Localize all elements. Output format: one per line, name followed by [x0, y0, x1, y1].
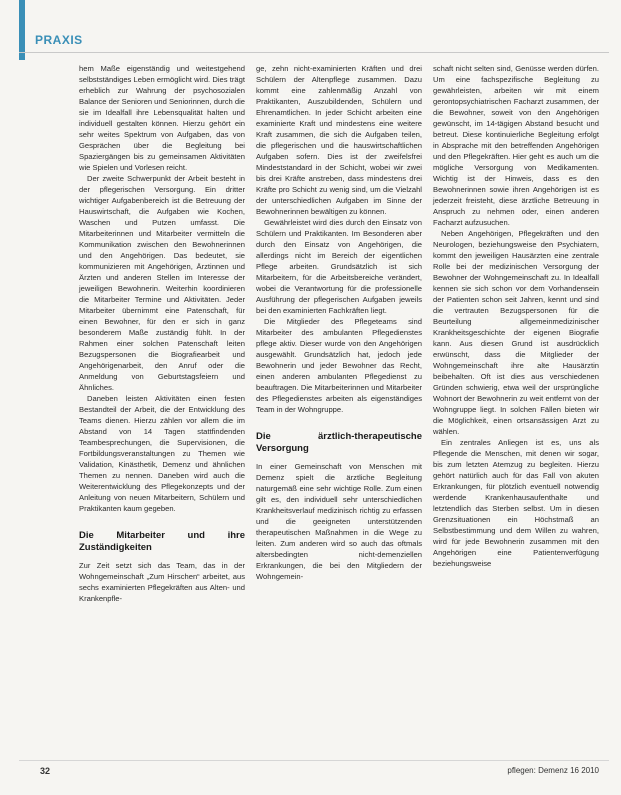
paragraph: Neben Angehörigen, Pflegekräften und den Neurologen, beziehungsweise den Psychiatern, kommt den jeweiligen Hausärzten eine zentrale Rolle bei der medizinischen Versorgung der Bewohner der Wohngemeinschaft zu. In Idealfall kennen sie sich schon vor dem Vorhandensein der Patienten schon seit Jahren, kennt und sind die vertrauten Bezugspersonen für die Beurteilung allgemeinmedizinischer Krankheitsgeschichte der eigenen Biografie kann. Aus diesen Grund ist ausdrücklich erwünscht, dass die Mitglieder der Wohngemeinschaft ihre alte Hausärztin beibehalten. Oft ist dies aus verschiedenen Gründen schwierig, etwa weil der ursprüngliche Wohnort der Bewohnerin zu weit entfernt von der Wohngruppe liegt. In solchen Fällen bieten wir die Möglichkeit, einen ortsansässigen Arzt zu wählen.	[433, 229, 599, 436]
paragraph: Der zweite Schwerpunkt der Arbeit besteht in der pflegerischen Versorgung. Ein dritter wichtiger Aufgabenbereich ist die Betreuung der Hauswirtschaft, die Aufgaben wie Kochen, Waschen und Putzen umfasst. Die Mitarbeiterinnen und Mitarbeiter vermitteln die Kommunikation zwischen den Bewohnerinnen und den Angehörigen. Das bedeutet, sie kommunizieren mit Angehörigen, Ärztinnen und Ärzten und anderen Stellen im Interesse der jeweiligen Bewohnerin. Weiterhin koordinieren die Mitarbeiter Termine und Aktivitäten. Jeder Mitarbeiter übernimmt eine Patenschaft, für einen Bewohner, für den er sich in ganz besonderem Maße zuständig fühlt. In der Rahmen einer solchen Patenschaft leiten Bezugspersonen die Biografiearbeit und Angehörigenarbeit, den Anruf oder die Anmeldung von Geburtstagsfeiern und Ähnliches.	[79, 174, 245, 392]
subheading-medical-care: Die ärztlich-therapeutische Versorgung	[256, 431, 422, 454]
paragraph: Die Mitglieder des Pflegeteams sind Mitarbeiter des ambulanten Pflegedienstes pflege aktiv. Dieser wurde von den Angehörigen ausgewählt. Grundsätzlich hat, jedoch jede Bewohnerin und jeder Bewohner das Recht, einen anderen ambulanten Pflegedienst zu beauftragen. Die Mitarbeiterinnen und Mitarbeiter des Pflegedienstes arbeiten als eigenständiges Team in der Wohngruppe.	[256, 317, 422, 414]
paragraph: Ein zentrales Anliegen ist es, uns als Pflegende die Menschen, mit denen wir sogar, bis zum letzten Atemzug zu begleiten. Hierzu gehört natürlich auch für das Fall von akuten Erkrankungen, für plötzlich eventuell notwendig werdende Krankenhausaufenthalte und letztendlich das Sterben selbst. Um in diesen Grenzsituationen ein Höchstmaß an Selbstbestimmung und dem Willen zu wahren, wird für jede Bewohnerin zusammen mit den Angehörigen eine Patientenverfügung beziehungsweise	[433, 438, 599, 568]
journal-name: pflegen: Demenz 16 2010	[507, 766, 599, 775]
paragraph: In einer Gemeinschaft von Menschen mit Demenz spielt die ärztliche Begleitung naturgemäß eine sehr wichtige Rolle. Zum einen gilt es, den individuell sehr unterschiedlichen Krankheitsverlauf medizinisch richtig zu erfassen und die geeigneten unterstützenden therapeutischen Maßnahmen in die Wege zu leiten. Zum anderen wird so auch das oftmals altersbedingten nicht-demenziellen Erkrankungen, die bei den Mitgliedern der Wohngemein-	[256, 462, 422, 581]
paragraph: Daneben leisten Aktivitäten einen festen Bestandteil der Arbeit, die der Entwicklung des Teams dienen. Hierzu zählen vor allem die im Abstand von 14 Tagen stattfindenden Teambesprechungen, die Supervisionen, die Fortbildungsveranstaltungen zu Themen wie Validation, Kinästhetik, Demenz und ähnlichen Themen zu nennen. Daneben wird auch die Weiterentwicklung des Pflegekonzepts und der Anleitung von neuen Mitarbeitern, Schülern und Praktikanten kaum gegeben.	[79, 394, 245, 513]
section-color-tab	[19, 0, 25, 60]
header-divider	[19, 52, 609, 53]
paragraph: schaft nicht selten sind, Genüsse werden dürfen. Um eine fachspezifische Begleitung zu gewährleisten, arbeiten wir mit einem gerontopsychiatrischen Facharzt zusammen, der die Bewohner, soweit von den Angehörigen gewünscht, im 14-tägigen Abstand besucht und betreut. Diese kontinuierliche Begleitung erfolgt in Absprache mit den betreffenden Angehörigen und den Pflegekräften. Hier geht es auch um die mögliche Versorgung von Medikamenten. Wichtig ist der Hinweis, dass es den Bewohnerinnen sowie ihren Angehörigen ist es jederzeit freisteht, diese ärztliche Betreuung in Anspruch zu nehmen oder, einen anderen Facharzt aufzusuchen.	[433, 64, 599, 227]
page-number: 32	[40, 766, 51, 776]
paragraph: Gewährleistet wird dies durch den Einsatz von Schülern und Praktikanten. Im Besonderen aber durch den Einsatz von Angehörigen, die allerdings nicht im Bereich der eigentlichen Pflege arbeiten. Grundsätzlich ist sich Mitarbeitern, für die Arbeitsbereiche verändert, wobei die Verantwortung für die professionelle Ausführung der pflegerischen Aufgaben jeweils bei den examinierten Fachkräften liegt.	[256, 218, 422, 315]
article-columns	[79, 63, 599, 763]
paragraph: hem Maße eigenständig und weitestgehend selbstständiges Leben ermöglicht wird. Dies trägt erheblich zur Wahrung der psychosozialen Balance der Senioren und Seniorinnen, durch die sie im Idealfall ihre Lebensqualität halten und individuell gestalten können. Hierzu gehört ein sehr weites Spektrum von Aufgaben, das von Gesprächen über die Begleitung bei Spaziergängen bis zu gemeinsamen Aktivitäten wie Spielen und Vorlesen reicht.	[79, 64, 245, 172]
paragraph: Zur Zeit setzt sich das Team, das in der Wohngemeinschaft „Zum Hirschen“ arbeitet, aus sechs examinierten Pflegekräften aus Alten- und Krankenpfle-	[79, 561, 245, 603]
column-3	[433, 63, 599, 763]
paragraph: ge, zehn nicht-examinierten Kräften und drei Schülern der Altenpflege zusammen. Dazu kommt eine zahlenmäßig Anzahl von Praktikanten, Auszubildenden, Schülern und Ehrenamtlichen. In jeder Schicht arbeiten eine examinierte Kraft und mindestens eine weitere Kraft zusammen, die sich die Aufgaben teilen, die pflegerischen und die hauswirtschaftlichen Aufgaben sofern. Dies ist der zweifelsfrei Mindeststandard in der Schicht, wobei wir zwei bis drei Kräfte anstreben, dass mindestens drei Kräfte pro Schicht zu wenig sind, um die Vielzahl der unterschiedlichen Aufgaben im Sinne der Bewohnerinnen bewältigen zu können.	[256, 64, 422, 216]
column-1	[79, 63, 245, 763]
column-2	[256, 63, 422, 763]
footer-divider	[19, 760, 609, 761]
subheading-staff: Die Mitarbeiter und ihre Zuständigkeiten	[79, 530, 245, 553]
section-label: PRAXIS	[35, 33, 83, 47]
